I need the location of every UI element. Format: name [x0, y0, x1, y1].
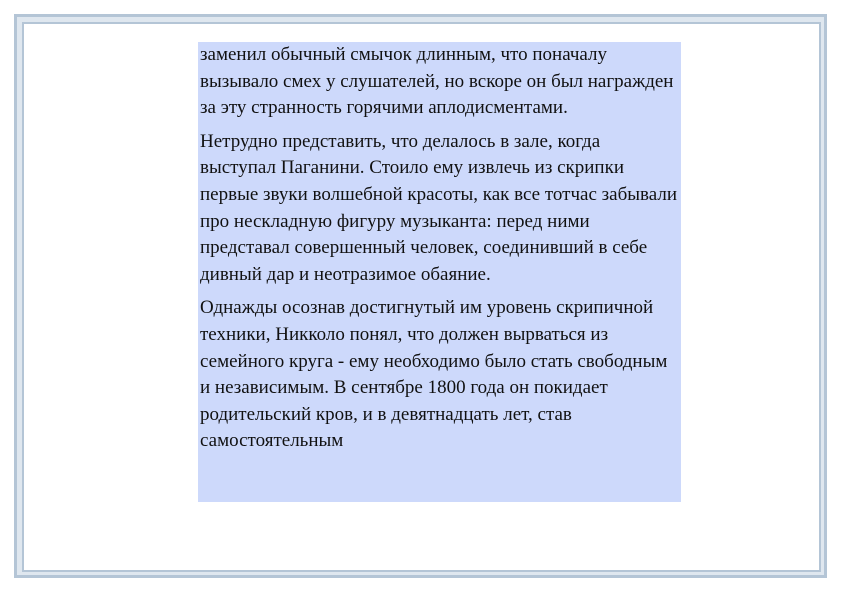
paragraph-3: Однажды осознав достигнутый им уровень скрипичной техники, Никколо понял, что должен вырваться из семейного круга - ему необходимо было стать свободным и независимым. В сентябре 1800 года он покидает родительский кров, и в девятнадцать лет, став самостоятельным	[200, 297, 668, 452]
paragraph-2: Нетрудно представить, что делалось в зале, когда выступал Паганини. Стоило ему извлечь из скрипки первые звуки волшебной красоты, как все тотчас забывали про нескладную фигуру музыканта: перед ними представал совершенный человек, соединивший в себе дивный дар и неотразимое обаяние.	[200, 130, 677, 285]
paragraph-1: заменил обычный смычок длинным, что поначалу вызывало смех у слушателей, но вскоре он был награжден за эту странность горячими аплодисментами.	[200, 44, 674, 119]
text-block	[198, 42, 681, 502]
